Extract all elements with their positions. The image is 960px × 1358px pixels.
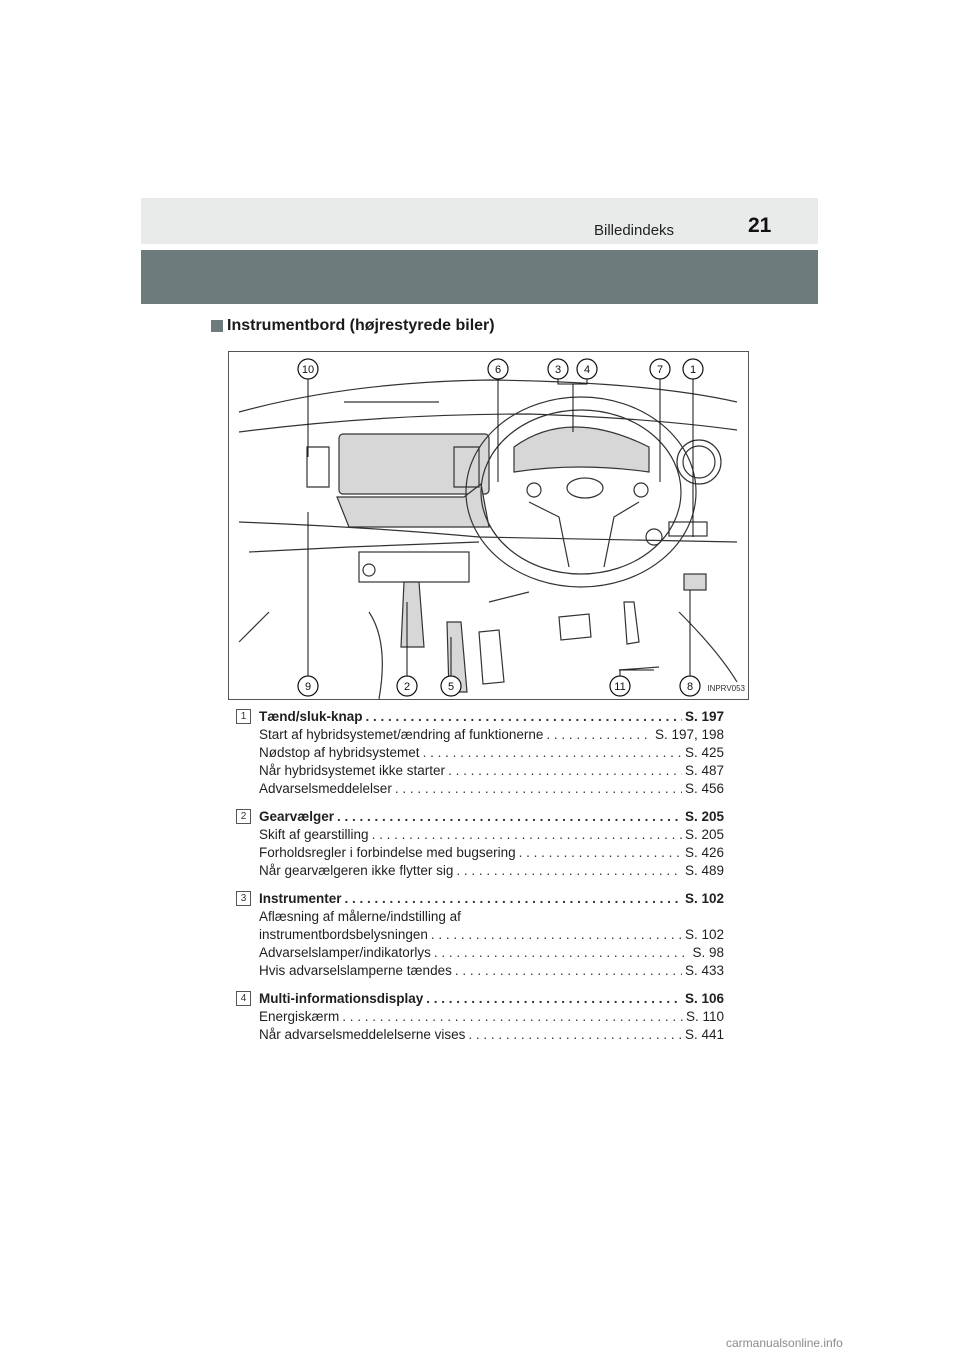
entry-sub-line[interactable]: Advarselsmeddelelser . . . S. 456 bbox=[259, 780, 724, 798]
callout-10: 10 bbox=[301, 364, 315, 376]
figure-code: INPRV053 bbox=[707, 684, 745, 693]
entry-sub-line[interactable]: Energiskærm . . . S. 110 bbox=[259, 1008, 724, 1026]
entry-page: S. 106 bbox=[684, 991, 724, 1006]
header-title: Billedindeks bbox=[594, 222, 675, 239]
entry-sub-line[interactable]: instrumentbordsbelysningen . . . S. 102 bbox=[259, 926, 724, 944]
entry-title: Multi-informationsdisplay bbox=[259, 991, 424, 1006]
entry-page: S. 205 bbox=[684, 809, 724, 824]
entry-main-line[interactable] bbox=[259, 808, 724, 826]
index-entry bbox=[236, 808, 724, 880]
header-bar bbox=[141, 198, 818, 244]
entry-page: S. 102 bbox=[684, 891, 724, 906]
entry-sub-line[interactable]: Når gearvælgeren ikke flytter sig . . . S. 489 bbox=[259, 862, 724, 880]
index-entry bbox=[236, 990, 724, 1044]
entry-sub-line[interactable]: Nødstop af hybridsystemet . . . S. 425 bbox=[259, 744, 724, 762]
section-title-text: Instrumentbord (højrestyrede biler) bbox=[227, 317, 495, 334]
callout-5: 5 bbox=[447, 681, 455, 693]
section-marker-icon bbox=[211, 320, 223, 332]
entry-main-line[interactable] bbox=[259, 708, 724, 726]
callout-2: 2 bbox=[403, 681, 411, 693]
entry-sub-line[interactable]: Hvis advarselslamperne tændes . . . S. 433 bbox=[259, 962, 724, 980]
callout-4: 4 bbox=[583, 364, 591, 376]
entry-sub-line[interactable]: Når advarselsmeddelelserne vises . . . S. 441 bbox=[259, 1026, 724, 1044]
index-entries bbox=[236, 708, 724, 1054]
index-entry bbox=[236, 708, 724, 798]
entry-sub-line-prefix: Aflæsning af målerne/indstilling af bbox=[259, 909, 461, 924]
page-number: 21 bbox=[748, 214, 772, 237]
watermark: carmanualsonline.info bbox=[726, 1336, 843, 1350]
entry-sub-line[interactable]: Advarselslamper/indikatorlys . . . S. 98 bbox=[259, 944, 724, 962]
entry-sub-line[interactable]: Forholdsregler i forbindelse med bugsering . . . S. 426 bbox=[259, 844, 724, 862]
section-title bbox=[211, 317, 495, 335]
index-entry bbox=[236, 890, 724, 980]
entry-badge: 4 bbox=[236, 991, 251, 1006]
entry-main-line[interactable] bbox=[259, 990, 724, 1008]
callout-1: 1 bbox=[689, 364, 697, 376]
entry-badge: 3 bbox=[236, 891, 251, 906]
entry-page: S. 197 bbox=[684, 709, 724, 724]
dashboard-illustration bbox=[228, 351, 749, 700]
entry-sub-line[interactable]: Når hybridsystemet ikke starter . . . S. 487 bbox=[259, 762, 724, 780]
header-band bbox=[141, 250, 818, 304]
entry-title: Tænd/sluk-knap bbox=[259, 709, 363, 724]
callout-7: 7 bbox=[656, 364, 664, 376]
callout-3: 3 bbox=[554, 364, 562, 376]
callout-8: 8 bbox=[686, 681, 694, 693]
dashboard-drawing bbox=[229, 352, 748, 699]
callout-11: 11 bbox=[614, 681, 626, 693]
entry-title: Gearvælger bbox=[259, 809, 335, 824]
entry-sub-line[interactable]: Start af hybridsystemet/ændring af funktionerne . . . S. 197, 198 bbox=[259, 726, 724, 744]
entry-badge: 2 bbox=[236, 809, 251, 824]
entry-title: Instrumenter bbox=[259, 891, 342, 906]
entry-badge: 1 bbox=[236, 709, 251, 724]
entry-main-line[interactable] bbox=[259, 890, 724, 908]
entry-sub-line[interactable]: Skift af gearstilling . . . S. 205 bbox=[259, 826, 724, 844]
callout-6: 6 bbox=[494, 364, 502, 376]
callout-9: 9 bbox=[304, 681, 312, 693]
